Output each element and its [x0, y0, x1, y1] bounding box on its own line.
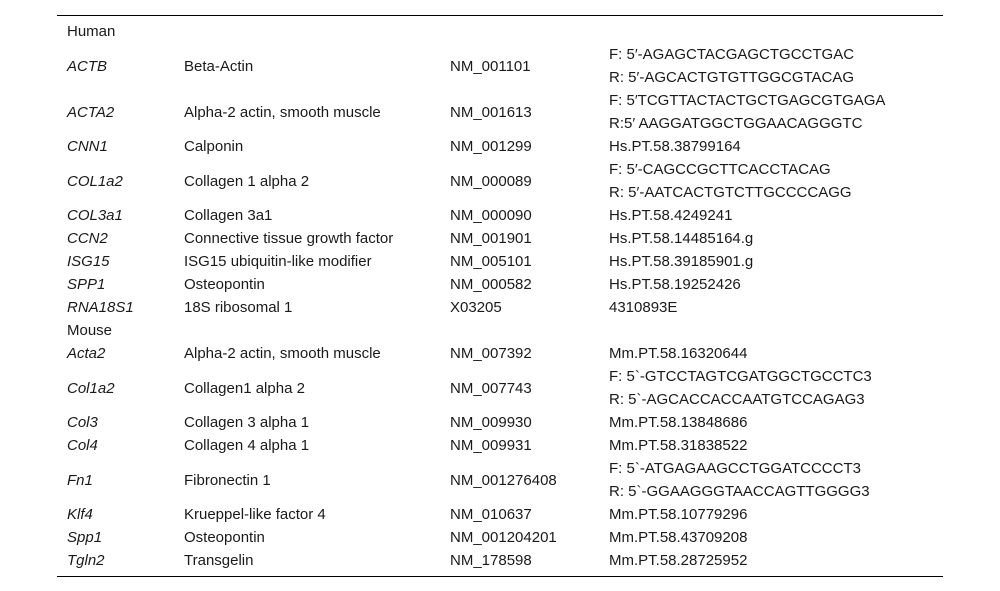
primer-cell — [609, 227, 753, 250]
primer-cell — [609, 296, 677, 319]
primer-line: R: 5`-GGAAGGGTAACCAGTTGGGG3 — [609, 483, 870, 500]
primer-line: Mm.PT.58.28725952 — [609, 552, 748, 569]
gene-name: Collagen 4 alpha 1 — [184, 437, 310, 454]
gene-name: Collagen 1 alpha 2 — [184, 172, 310, 190]
gene-symbol: COL3a1 — [67, 207, 123, 224]
accession-number: NM_001204201 — [450, 529, 557, 546]
primer-line: F: 5`-ATGAGAAGCCTGGATCCCCT3 — [609, 460, 861, 477]
primer-cell — [609, 457, 870, 503]
gene-name: 18S ribosomal 1 — [184, 299, 293, 316]
gene-symbol: ISG15 — [67, 253, 110, 270]
gene-name: Transgelin — [184, 552, 254, 569]
primer-cell — [609, 365, 872, 411]
table-row — [57, 457, 943, 503]
primer-line: R: 5′-AATCACTGTCTTGCCCCAGG — [609, 184, 852, 201]
table-row — [57, 273, 943, 296]
table-row — [57, 158, 943, 204]
table-row — [57, 549, 943, 572]
gene-symbol: Fn1 — [67, 471, 93, 489]
primer-cell — [609, 526, 747, 549]
primer-cell — [609, 204, 732, 227]
gene-symbol: SPP1 — [67, 276, 106, 293]
gene-name: Osteopontin — [184, 276, 265, 293]
accession-number: NM_000090 — [450, 207, 532, 224]
gene-symbol: Col4 — [67, 437, 98, 454]
gene-name: Osteopontin — [184, 529, 265, 546]
primer-cell — [609, 411, 747, 434]
primer-line: F: 5`-GTCCTAGTCGATGGCTGCCTC3 — [609, 368, 872, 385]
gene-symbol: Tgln2 — [67, 552, 105, 569]
table-row — [57, 227, 943, 250]
accession-number: NM_007743 — [450, 379, 532, 397]
gene-symbol: ACTA2 — [67, 103, 115, 121]
table-body — [57, 16, 943, 576]
accession-number: X03205 — [450, 299, 502, 316]
gene-name: Beta-Actin — [184, 57, 254, 75]
primer-cell — [609, 549, 747, 572]
bottom-rule — [57, 576, 943, 577]
accession-number: NM_178598 — [450, 552, 532, 569]
gene-name: Calponin — [184, 138, 244, 155]
primer-line: Hs.PT.58.39185901.g — [609, 253, 754, 270]
accession-number: NM_001299 — [450, 138, 532, 155]
primer-cell — [609, 503, 747, 526]
primer-cell — [609, 273, 741, 296]
gene-symbol: Acta2 — [67, 345, 106, 362]
gene-name: Connective tissue growth factor — [184, 230, 394, 247]
primer-line: Mm.PT.58.10779296 — [609, 506, 748, 523]
primer-line: F: 5′TCGTTACTACTGCTGAGCGTGAGA — [609, 92, 886, 109]
gene-symbol: CNN1 — [67, 138, 108, 155]
primer-cell — [609, 158, 852, 204]
gene-symbol: ACTB — [67, 57, 108, 75]
accession-number: NM_001276408 — [450, 471, 557, 489]
table-row — [57, 526, 943, 549]
primer-line: 4310893E — [609, 299, 678, 316]
primer-cell — [609, 89, 885, 135]
accession-number: NM_001613 — [450, 103, 532, 121]
table-row — [57, 43, 943, 89]
accession-number: NM_009930 — [450, 414, 532, 431]
primer-cell — [609, 342, 747, 365]
accession-number: NM_001901 — [450, 230, 532, 247]
table-row — [57, 434, 943, 457]
gene-name: Collagen 3a1 — [184, 207, 273, 224]
table-row — [57, 250, 943, 273]
gene-symbol: CCN2 — [67, 230, 108, 247]
primer-line: Hs.PT.58.38799164 — [609, 138, 741, 155]
gene-name: Fibronectin 1 — [184, 471, 271, 489]
gene-name: Alpha-2 actin, smooth muscle — [184, 103, 381, 121]
gene-symbol: RNA18S1 — [67, 299, 134, 316]
primer-cell — [609, 250, 753, 273]
primer-line: Hs.PT.58.19252426 — [609, 276, 741, 293]
table-row — [57, 365, 943, 411]
gene-symbol: Klf4 — [67, 506, 93, 523]
table-row — [57, 296, 943, 319]
primer-cell — [609, 135, 741, 158]
primer-line: Hs.PT.58.4249241 — [609, 207, 733, 224]
gene-symbol: COL1a2 — [67, 172, 123, 190]
gene-symbol: Spp1 — [67, 529, 103, 546]
table-row — [57, 411, 943, 434]
table-row — [57, 135, 943, 158]
primer-table — [57, 15, 943, 577]
primer-line: Mm.PT.58.13848686 — [609, 414, 748, 431]
primer-line: F: 5′-AGAGCTACGAGCTGCCTGAC — [609, 46, 855, 63]
primer-line: Mm.PT.58.43709208 — [609, 529, 748, 546]
accession-number: NM_005101 — [450, 253, 532, 270]
table-row — [57, 89, 943, 135]
primer-line: Mm.PT.58.16320644 — [609, 345, 748, 362]
gene-name: Collagen1 alpha 2 — [184, 379, 305, 397]
primer-line: F: 5′-CAGCCGCTTCACCTACAG — [609, 161, 831, 178]
primer-cell — [609, 43, 854, 89]
gene-name: Krueppel-like factor 4 — [184, 506, 326, 523]
table-row — [57, 503, 943, 526]
gene-name: Collagen 3 alpha 1 — [184, 414, 310, 431]
accession-number: NM_000582 — [450, 276, 532, 293]
primer-line: R: 5′-AGCACTGTGTTGGCGTACAG — [609, 69, 855, 86]
gene-name: Alpha-2 actin, smooth muscle — [184, 345, 381, 362]
accession-number: NM_001101 — [450, 57, 531, 75]
primer-line: R:5′ AAGGATGGCTGGAACAGGGTC — [609, 115, 863, 132]
primer-line: R: 5`-AGCACCACCAATGTCCAGAG3 — [609, 391, 865, 408]
primer-cell — [609, 434, 747, 457]
table-row — [57, 204, 943, 227]
primer-line: Mm.PT.58.31838522 — [609, 437, 748, 454]
accession-number: NM_000089 — [450, 172, 532, 190]
gene-symbol: Col3 — [67, 414, 98, 431]
accession-number: NM_007392 — [450, 345, 532, 362]
gene-symbol: Col1a2 — [67, 379, 115, 397]
gene-name: ISG15 ubiquitin-like modifier — [184, 253, 372, 270]
section-label: Human — [67, 23, 116, 40]
section-label: Mouse — [67, 322, 113, 339]
accession-number: NM_010637 — [450, 506, 532, 523]
accession-number: NM_009931 — [450, 437, 532, 454]
primer-line: Hs.PT.58.14485164.g — [609, 230, 754, 247]
table-row — [57, 342, 943, 365]
